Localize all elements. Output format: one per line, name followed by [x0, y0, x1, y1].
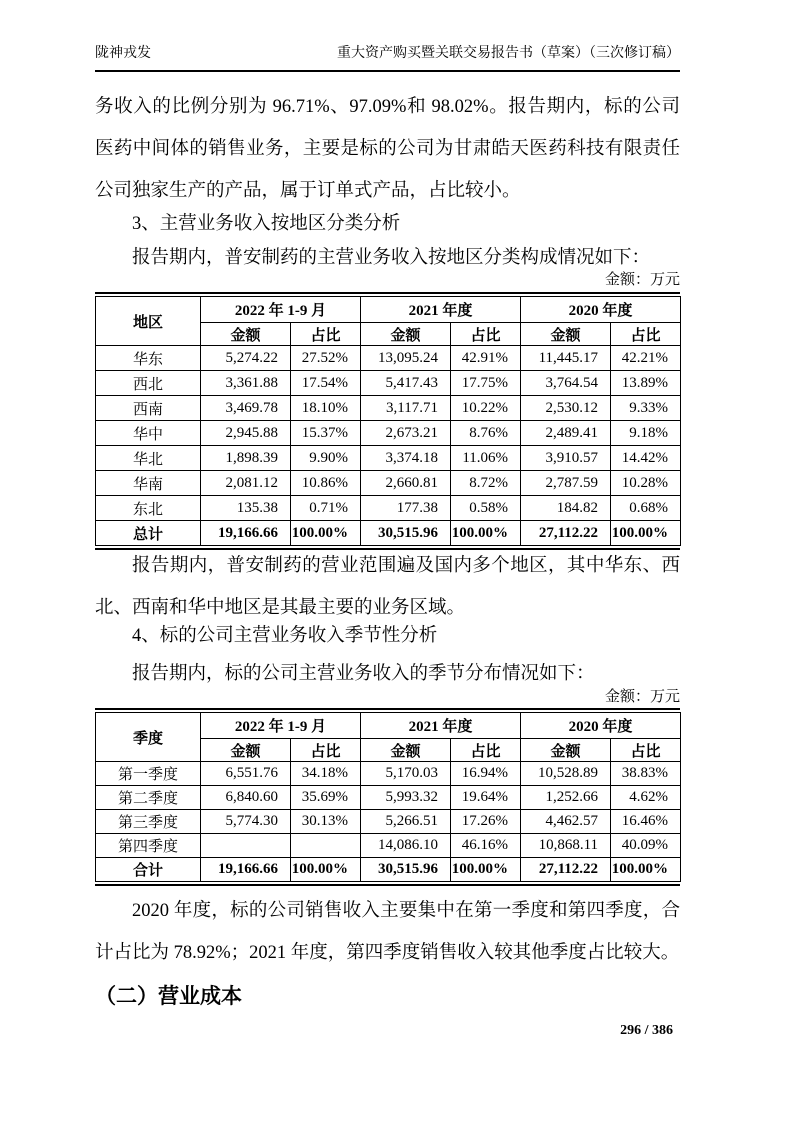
season-revenue-table [95, 708, 680, 886]
table-cell: 6,551.76 [201, 762, 291, 786]
heading-season-analysis: 4、标的公司主营业务收入季节性分析 [132, 626, 438, 646]
amount-header: 金额 [521, 323, 611, 346]
ratio-header: 占比 [451, 739, 521, 762]
table-cell: 46.16% [451, 834, 521, 858]
table-cell: 2,945.88 [201, 421, 291, 446]
table-cell: 6,840.60 [201, 786, 291, 810]
table-cell: 西南 [96, 396, 201, 421]
table-cell: 3,361.88 [201, 371, 291, 396]
table-cell: 19.64% [451, 786, 521, 810]
table-cell: 9.33% [611, 396, 681, 421]
table-cell: 9.90% [291, 446, 361, 471]
region-revenue-table [95, 292, 680, 550]
table-cell: 30,515.96 [361, 858, 451, 882]
table-cell: 4.62% [611, 786, 681, 810]
table-cell: 30,515.96 [361, 521, 451, 546]
table-cell: 14.42% [611, 446, 681, 471]
table-cell: 13.89% [611, 371, 681, 396]
table-cell: 西北 [96, 371, 201, 396]
table-cell: 合计 [96, 858, 201, 882]
table-cell: 3,910.57 [521, 446, 611, 471]
table-cell: 35.69% [291, 786, 361, 810]
table-cell: 27,112.22 [521, 858, 611, 882]
table-cell: 2,081.12 [201, 471, 291, 496]
table-cell: 0.71% [291, 496, 361, 521]
table-cell: 5,417.43 [361, 371, 451, 396]
table-cell: 100.00% [291, 858, 361, 882]
table-row [96, 346, 681, 371]
table-cell: 2,787.59 [521, 471, 611, 496]
table-cell: 2,660.81 [361, 471, 451, 496]
table-row [96, 521, 681, 546]
table-cell: 2,530.12 [521, 396, 611, 421]
table-header-row [96, 713, 681, 739]
period-header-2022: 2022 年 1-9 月 [201, 713, 361, 739]
table-cell: 东北 [96, 496, 201, 521]
table-cell: 14,086.10 [361, 834, 451, 858]
table-cell: 135.38 [201, 496, 291, 521]
table-cell: 42.21% [611, 346, 681, 371]
table-cell: 10.28% [611, 471, 681, 496]
table-row [96, 396, 681, 421]
table-cell: 8.76% [451, 421, 521, 446]
table-cell: 10,528.89 [521, 762, 611, 786]
page-number: 296 / 386 [620, 1023, 673, 1038]
table-row [96, 471, 681, 496]
ratio-header: 占比 [611, 739, 681, 762]
paragraph-season-summary: 2020 年度，标的公司销售收入主要集中在第一季度和第四季度，合计占比为 78.92%；2021 年度，第四季度销售收入较其他季度占比较大。 [95, 901, 680, 963]
table-cell: 40.09% [611, 834, 681, 858]
table-cell: 第二季度 [96, 786, 201, 810]
table-cell: 5,266.51 [361, 810, 451, 834]
period-header-2020: 2020 年度 [521, 713, 681, 739]
paragraph-region-intro: 报告期内，普安制药的主营业务收入按地区分类构成情况如下： [132, 248, 651, 268]
table-cell: 华南 [96, 471, 201, 496]
ratio-header: 占比 [291, 323, 361, 346]
table-header-row [96, 297, 681, 323]
table-cell: 100.00% [611, 858, 681, 882]
table-cell: 15.37% [291, 421, 361, 446]
period-header-2021: 2021 年度 [361, 713, 521, 739]
amount-header: 金额 [201, 739, 291, 762]
table-cell: 17.54% [291, 371, 361, 396]
table-cell: 30.13% [291, 810, 361, 834]
header-doc-title: 重大资产购买暨关联交易报告书（草案）（三次修订稿） [337, 46, 680, 61]
amount-header: 金额 [521, 739, 611, 762]
table-cell: 5,774.30 [201, 810, 291, 834]
table-row [96, 810, 681, 834]
table-cell: 11.06% [451, 446, 521, 471]
table-cell: 17.75% [451, 371, 521, 396]
table-cell: 177.38 [361, 496, 451, 521]
ratio-header: 占比 [611, 323, 681, 346]
table-cell: 9.18% [611, 421, 681, 446]
table-cell: 华东 [96, 346, 201, 371]
table-cell: 34.18% [291, 762, 361, 786]
paragraph-revenue-ratio: 务收入的比例分别为 96.71%、97.09%和 98.02%。报告期内，标的公司医药中间体的销售业务，主要是标的公司为甘肃皓天医药科技有限责任公司独家生产的产品，属于订单式产品，占比较小。 [95, 97, 680, 201]
table-cell: 100.00% [611, 521, 681, 546]
table-cell: 19,166.66 [201, 521, 291, 546]
heading-operating-cost: （二）营业成本 [95, 985, 242, 1008]
amount-header: 金额 [361, 739, 451, 762]
table-cell: 第四季度 [96, 834, 201, 858]
unit-label-season-table: 金额：万元 [604, 689, 680, 705]
table-cell [291, 834, 361, 858]
period-header-2021: 2021 年度 [361, 297, 521, 323]
table-cell: 0.58% [451, 496, 521, 521]
table-cell: 10.22% [451, 396, 521, 421]
table-cell: 3,764.54 [521, 371, 611, 396]
table-cell: 42.91% [451, 346, 521, 371]
header-company-name: 陇神戎发 [95, 46, 151, 61]
season-table-corner-header: 季度 [96, 713, 201, 762]
table-cell: 11,445.17 [521, 346, 611, 371]
table-cell: 5,993.32 [361, 786, 451, 810]
table-row [96, 371, 681, 396]
table-cell: 13,095.24 [361, 346, 451, 371]
table-cell: 1,252.66 [521, 786, 611, 810]
table-row [96, 496, 681, 521]
region-table-corner-header: 地区 [96, 297, 201, 346]
table-cell: 第一季度 [96, 762, 201, 786]
table-cell: 19,166.66 [201, 858, 291, 882]
table-cell: 第三季度 [96, 810, 201, 834]
ratio-header: 占比 [451, 323, 521, 346]
table-cell: 18.10% [291, 396, 361, 421]
table-cell: 5,170.03 [361, 762, 451, 786]
paragraph-season-intro: 报告期内，标的公司主营业务收入的季节分布情况如下： [132, 664, 595, 684]
page-header [95, 44, 680, 72]
table-cell: 2,489.41 [521, 421, 611, 446]
table-cell: 27,112.22 [521, 521, 611, 546]
table-cell: 10.86% [291, 471, 361, 496]
table-row [96, 762, 681, 786]
table-cell: 2,673.21 [361, 421, 451, 446]
page-content [95, 0, 680, 1122]
period-header-2020: 2020 年度 [521, 297, 681, 323]
amount-header: 金额 [361, 323, 451, 346]
table-cell: 4,462.57 [521, 810, 611, 834]
table-cell: 16.46% [611, 810, 681, 834]
table-cell: 100.00% [291, 521, 361, 546]
table-cell: 100.00% [451, 521, 521, 546]
table-cell: 0.68% [611, 496, 681, 521]
amount-header: 金额 [201, 323, 291, 346]
table-cell: 华中 [96, 421, 201, 446]
table-cell: 17.26% [451, 810, 521, 834]
table-cell: 16.94% [451, 762, 521, 786]
table-cell [201, 834, 291, 858]
table-cell: 100.00% [451, 858, 521, 882]
table-row [96, 446, 681, 471]
paragraph-region-summary: 报告期内，普安制药的营业范围遍及国内多个地区，其中华东、西北、西南和华中地区是其最主要的业务区域。 [95, 556, 680, 618]
table-cell: 总计 [96, 521, 201, 546]
table-cell: 184.82 [521, 496, 611, 521]
table-row [96, 858, 681, 882]
table-cell: 27.52% [291, 346, 361, 371]
table-cell: 38.83% [611, 762, 681, 786]
table-row [96, 421, 681, 446]
table-cell: 1,898.39 [201, 446, 291, 471]
period-header-2022: 2022 年 1-9 月 [201, 297, 361, 323]
table-cell: 8.72% [451, 471, 521, 496]
table-cell: 华北 [96, 446, 201, 471]
table-cell: 5,274.22 [201, 346, 291, 371]
table-row [96, 786, 681, 810]
unit-label-region-table: 金额：万元 [604, 272, 680, 288]
table-cell: 10,868.11 [521, 834, 611, 858]
table-cell: 3,117.71 [361, 396, 451, 421]
heading-region-analysis: 3、主营业务收入按地区分类分析 [132, 214, 401, 234]
table-cell: 3,374.18 [361, 446, 451, 471]
table-row [96, 834, 681, 858]
ratio-header: 占比 [291, 739, 361, 762]
table-cell: 3,469.78 [201, 396, 291, 421]
